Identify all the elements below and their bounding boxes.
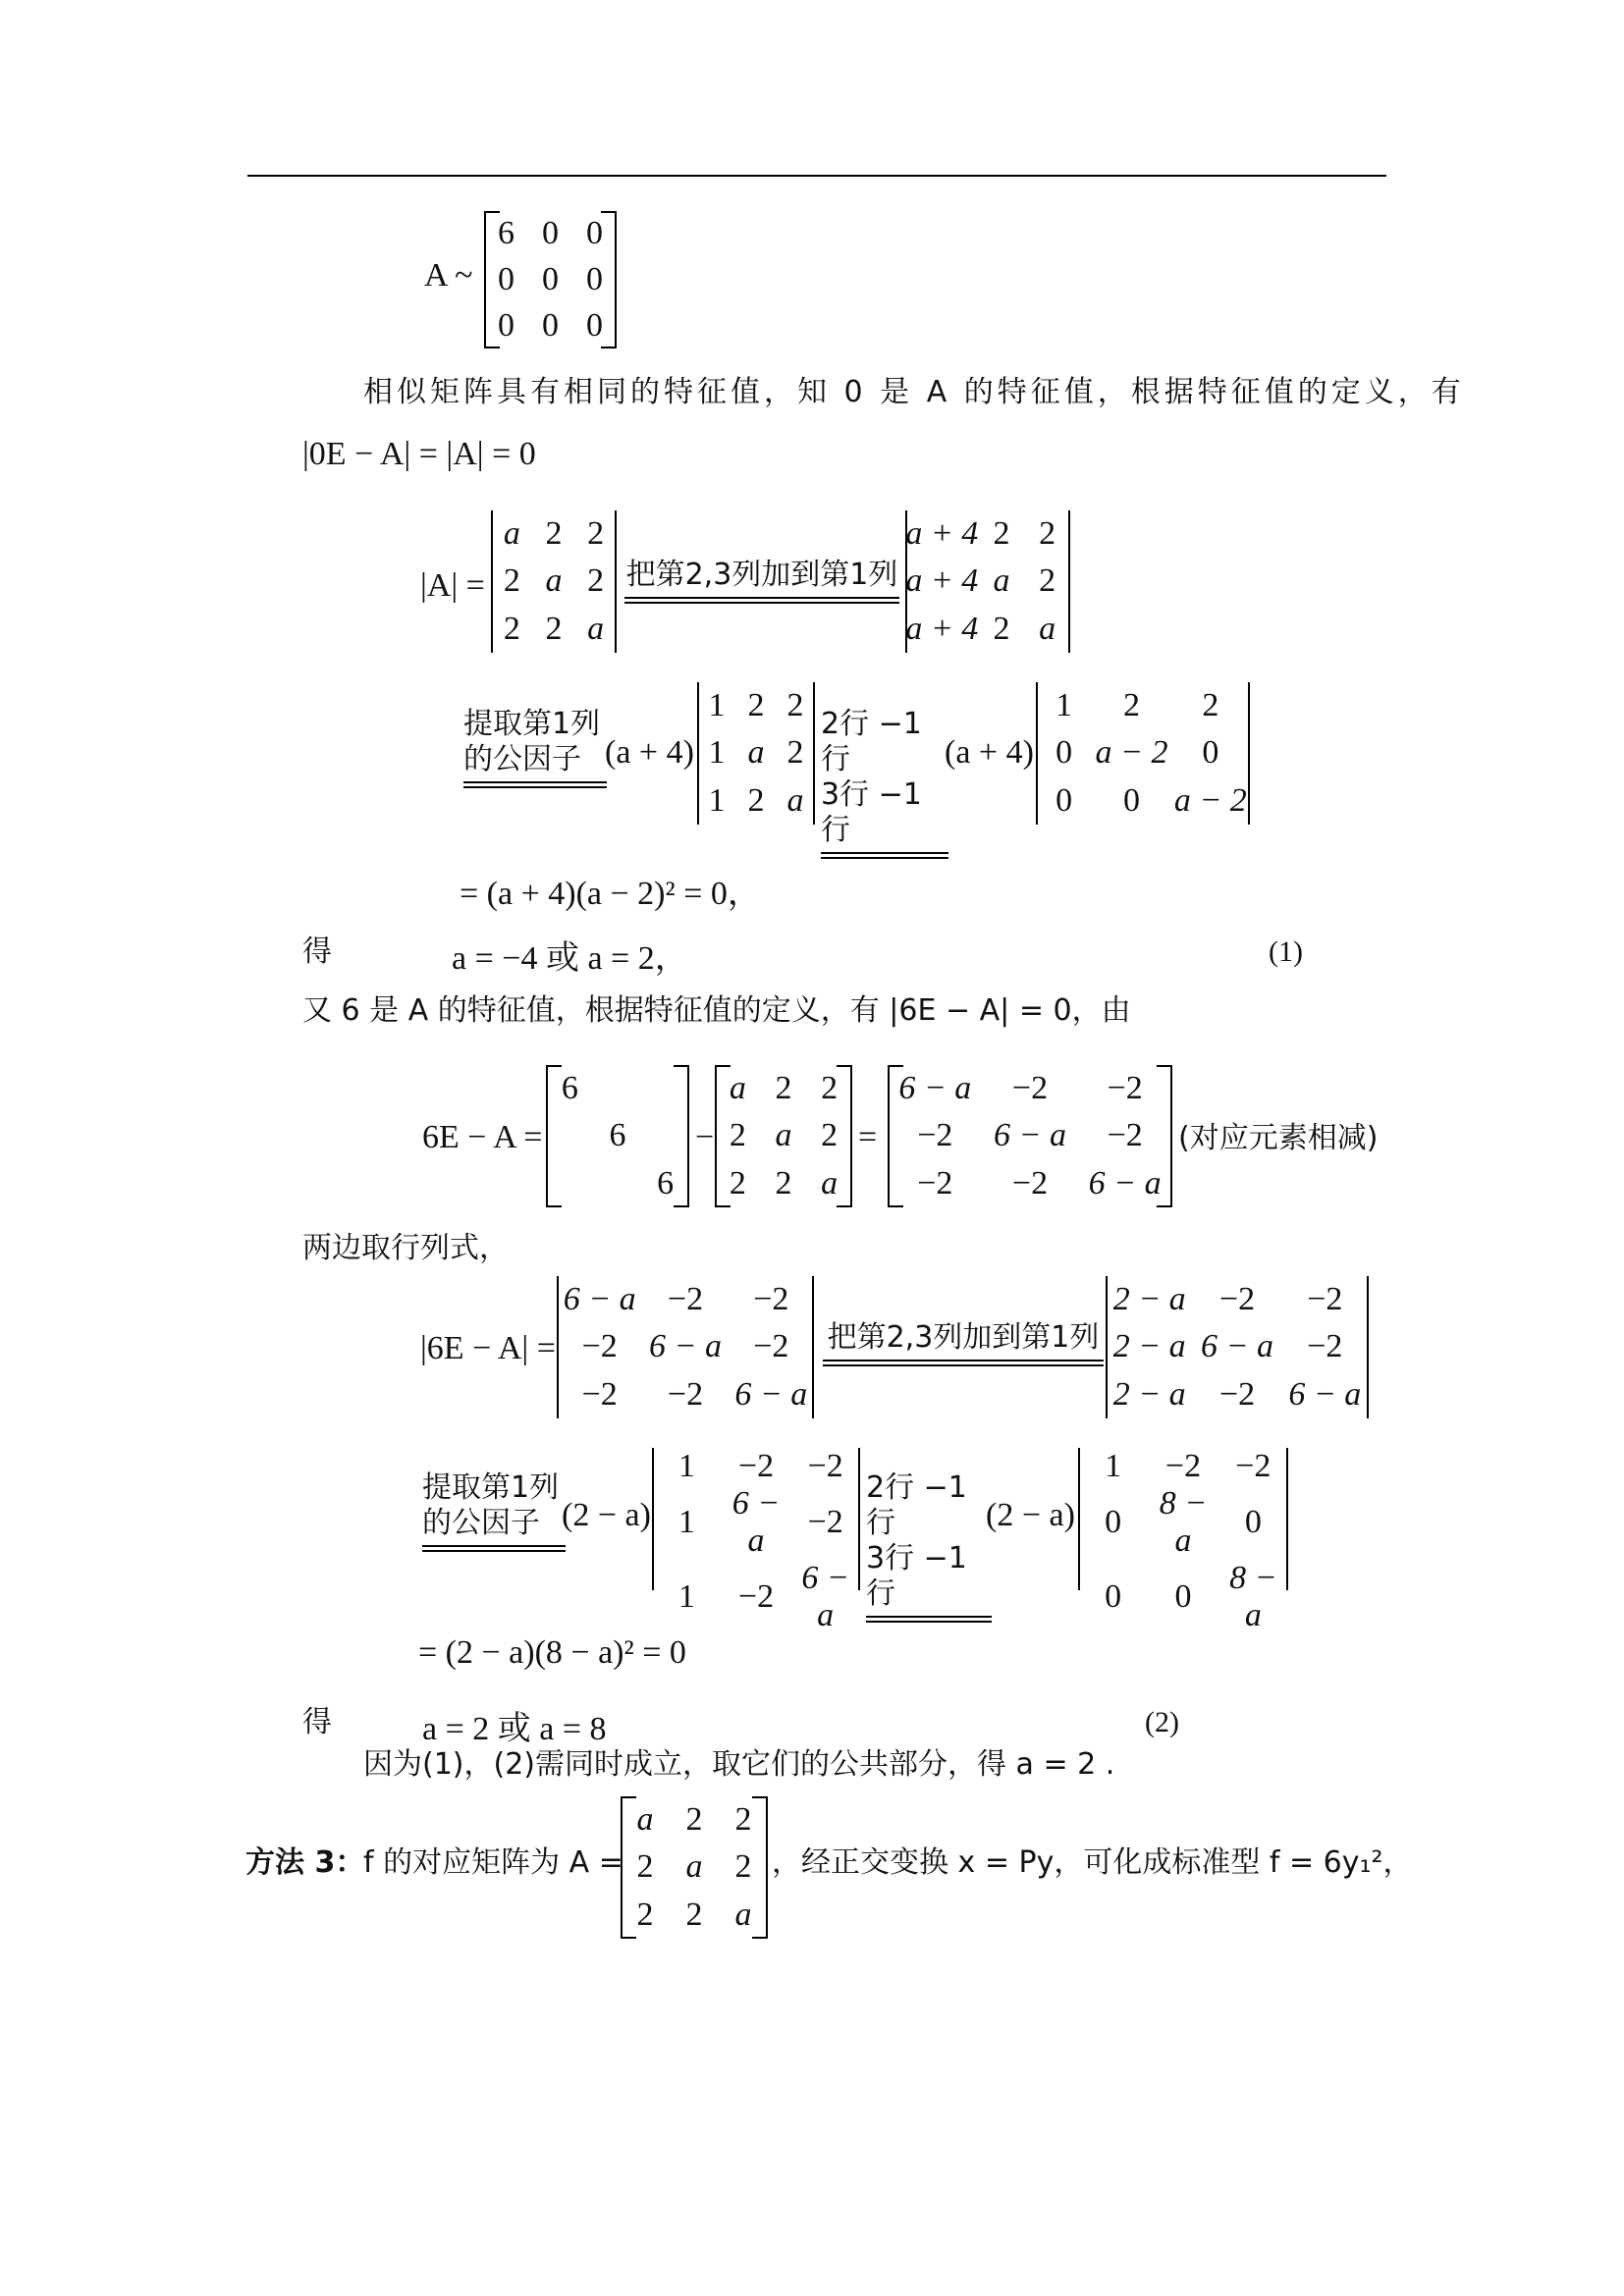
result-2-de: 得: [302, 1705, 332, 1739]
equation-det-zero: |0E − A| = |A| = 0: [302, 436, 536, 472]
matrix-cell: 2: [729, 1117, 746, 1154]
matrix-cell: −2: [753, 1281, 789, 1318]
matrix-cell: −2: [1011, 1164, 1049, 1201]
matrix-cell: −2: [737, 1578, 775, 1615]
paragraph-conclusion: 因为(1)，(2)需同时成立，取它们的公共部分，得 a = 2 .: [363, 1747, 1115, 1782]
matrix-cell: 2: [993, 610, 1010, 647]
matrix-cell: 2: [734, 1848, 752, 1886]
matrix-cell: 1: [677, 1448, 695, 1484]
matrix-cell: 8 − a: [1159, 1485, 1208, 1559]
matrix-cell: a: [993, 562, 1010, 600]
matrix-cell: −2: [807, 1504, 843, 1540]
matrix-cell: a − 2: [1173, 781, 1247, 819]
matrix-cell: 2: [786, 687, 804, 724]
matrix-cell: 2 − a: [1112, 1328, 1186, 1365]
matrix-cell: 2: [775, 1164, 792, 1201]
matrix-cell: 0: [586, 215, 603, 252]
det-6e-lhs: |6E − A| =: [420, 1330, 556, 1366]
matrix-cell: 2: [503, 562, 520, 600]
result-1-de: 得: [302, 934, 332, 969]
operation-extract-factor-2: 提取第1列 的公因子: [422, 1470, 568, 1552]
matrix-cell: 2: [587, 515, 605, 553]
matrix-cell: −2: [667, 1281, 704, 1318]
matrix-cell: −2: [1164, 1448, 1202, 1484]
result-2-value: a = 2 或 a = 8: [422, 1711, 607, 1747]
matrix-cell: 6: [498, 215, 514, 252]
matrix-cell: 2: [545, 610, 563, 647]
matrix-cell: 0: [542, 306, 559, 344]
matrix-cell: 6 − a: [563, 1281, 636, 1318]
matrix-cell: −2: [1011, 1070, 1049, 1107]
matrix-cell: 2: [821, 1117, 839, 1154]
matrix-cell: −2: [1218, 1375, 1256, 1413]
det-6e-left: [557, 1276, 814, 1418]
factor-2-minus-a-b: (2 − a): [986, 1497, 1075, 1533]
matrix-cell: 6 − a: [898, 1070, 972, 1107]
header-rule: [247, 175, 1386, 177]
matrix-cell: 0: [498, 306, 514, 344]
matrix-cell: 2: [587, 562, 605, 600]
factor-2-minus-a: (2 − a): [562, 1497, 651, 1533]
method-3-matrix: [621, 1796, 768, 1939]
equation-result-1: = (a + 4)(a − 2)² = 0，: [460, 876, 761, 912]
det-upper-tri-2: [1078, 1448, 1288, 1633]
matrix-cell: a: [587, 610, 605, 647]
matrix-cell: −2: [1307, 1328, 1343, 1365]
matrix-cell: −2: [807, 1448, 843, 1484]
matrix-cell: −2: [1107, 1117, 1143, 1154]
matrix-cell: 1: [708, 734, 726, 772]
matrix-cell: 2: [993, 515, 1010, 553]
matrix-cell: a: [729, 1070, 746, 1107]
matrix-cell: 2 − a: [1112, 1375, 1186, 1413]
matrix-cell: 0: [542, 215, 559, 252]
matrix-cell: −2: [1235, 1448, 1272, 1484]
matrix-cell: 6: [561, 1070, 578, 1107]
matrix-cell: 1: [708, 781, 726, 819]
matrix-cell: 2: [775, 1070, 792, 1107]
matrix-cell: 0: [1056, 734, 1073, 772]
det-a-left: [491, 510, 617, 653]
matrix-cell: −2: [917, 1117, 953, 1154]
minus-sign: −: [695, 1119, 715, 1155]
matrix-cell: a + 4: [905, 562, 979, 600]
matrix-cell: −2: [1107, 1070, 1143, 1107]
paragraph-eigen-6: 又 6 是 A 的特征值，根据特征值的定义，有 |6E − A| = 0，由: [302, 993, 1131, 1028]
matrix-cell: a + 4: [905, 515, 979, 553]
matrix-cell: 6 − a: [1288, 1375, 1362, 1413]
matrix-cell: 0: [1105, 1578, 1122, 1615]
result-1-value: a = −4 或 a = 2，: [452, 940, 688, 977]
matrix-cell: 2: [636, 1848, 654, 1886]
operation-row-subtract-2: 2行 −1行 3行 −1行: [866, 1470, 994, 1623]
det-6e-right: [1106, 1276, 1369, 1418]
matrix-cell: 0: [586, 306, 603, 344]
matrix-cell: a − 2: [1095, 734, 1168, 772]
matrix-cell: 1: [677, 1578, 695, 1615]
matrix-cell: a: [503, 515, 520, 553]
matrix-cell: 2 − a: [1112, 1281, 1186, 1318]
matrix-cell: 2: [747, 781, 765, 819]
matrix-cell: −2: [917, 1164, 953, 1201]
matrix-cell: 1: [708, 687, 726, 724]
equation-number-2: (2): [1145, 1706, 1179, 1738]
matrix-cell: 0: [1123, 781, 1141, 819]
matrix-cell: −2: [753, 1328, 789, 1365]
matrix-cell: 0: [498, 260, 514, 297]
matrix-cell: 2: [545, 515, 563, 553]
equals-sign: =: [858, 1119, 878, 1155]
matrix-cell: a + 4: [905, 610, 979, 647]
matrix-cell: 0: [1244, 1504, 1262, 1540]
det-ones-left-2: [652, 1448, 860, 1633]
matrix-cell: 2: [1039, 515, 1056, 553]
equation-6e-minus-a: 6E − A =: [422, 1119, 543, 1155]
matrix-cell: 1: [1056, 687, 1073, 724]
matrix-cell: a: [685, 1848, 703, 1886]
factor-a-plus-4: (a + 4): [605, 734, 694, 771]
matrix-cell: 2: [821, 1070, 839, 1107]
matrix-cell: a: [821, 1164, 839, 1201]
operation-row-subtract: 2行 −1行 3行 −1行: [821, 707, 950, 859]
matrix-difference: [888, 1065, 1172, 1207]
operation-extract-factor: 提取第1列 的公因子: [463, 707, 609, 788]
matrix-cell: a: [747, 734, 765, 772]
matrix-cell: a: [545, 562, 563, 600]
operation-add-columns: [624, 558, 899, 604]
matrix-cell: 0: [1105, 1504, 1122, 1540]
matrix-cell: 6 − a: [731, 1485, 781, 1559]
paragraph-similar: 相似矩阵具有相同的特征值，知 0 是 A 的特征值，根据特征值的定义，有: [363, 375, 1465, 409]
det-a-right: [905, 510, 1070, 653]
matrix-cell: 2: [729, 1164, 746, 1201]
matrix-cell: a: [636, 1801, 654, 1839]
matrix-cell: 6 − a: [801, 1560, 849, 1633]
matrix-cell: −2: [1307, 1281, 1343, 1318]
det-ones-left: [697, 682, 815, 825]
matrix-cell: 2: [685, 1801, 703, 1839]
matrix-cell: 6 − a: [994, 1117, 1066, 1154]
matrix-cell: 6: [657, 1164, 675, 1201]
matrix-cell: 2: [636, 1896, 654, 1933]
equation-number-1: (1): [1269, 935, 1303, 968]
matrix-cell: 6 − a: [1088, 1164, 1162, 1201]
matrix-cell: 0: [1174, 1578, 1192, 1615]
paragraph-take-det: 两边取行列式，: [302, 1231, 509, 1265]
matrix-cell: a: [1039, 610, 1056, 647]
matrix-cell: −2: [1218, 1281, 1256, 1318]
matrix-cell: 1: [677, 1504, 695, 1540]
matrix-cell: 2: [734, 1801, 752, 1839]
matrix-cell: 2: [1123, 687, 1141, 724]
factor-a-plus-4-b: (a + 4): [945, 734, 1034, 771]
note-elementwise: (对应元素相减): [1178, 1121, 1379, 1155]
matrix-cell: 0: [542, 260, 559, 297]
matrix-a: [715, 1065, 852, 1207]
method-3-suffix: ，经正交变换 x = Py，可化成标准型 f = 6y₁²，: [772, 1845, 1413, 1880]
matrix-cell: 6 − a: [649, 1328, 722, 1365]
matrix-cell: 2: [747, 687, 765, 724]
det-lhs: |A| =: [420, 567, 485, 604]
matrix-cell: 6 − a: [1201, 1328, 1273, 1365]
matrix-cell: 6: [609, 1117, 626, 1154]
matrix-cell: a: [734, 1896, 752, 1933]
matrix-cell: 0: [1202, 734, 1219, 772]
matrix-cell: a: [786, 781, 804, 819]
matrix-cell: 2: [1202, 687, 1219, 724]
matrix-cell: 6 − a: [734, 1375, 808, 1413]
operation-add-columns-2: 把第2,3列加到第1列: [823, 1320, 1104, 1366]
matrix-cell: 1: [1105, 1448, 1122, 1484]
method-3-prefix: f 的对应矩阵为 A =: [363, 1845, 623, 1880]
matrix-cell: a: [775, 1117, 792, 1154]
matrix-6e: [546, 1065, 689, 1207]
matrix-cell: 2: [786, 734, 804, 772]
matrix-cell: −2: [737, 1448, 775, 1484]
matrix-cell: 2: [685, 1896, 703, 1933]
similar-symbol: A ~: [424, 257, 473, 294]
det-upper-tri: [1036, 682, 1250, 825]
matrix-cell: 2: [1039, 562, 1056, 600]
operation-label: 把第2,3列加到第1列: [625, 558, 898, 592]
matrix-cell: 8 − a: [1229, 1560, 1277, 1633]
matrix-cell: −2: [581, 1375, 618, 1413]
matrix-cell: 0: [586, 260, 603, 297]
matrix-diag-6: [484, 211, 617, 348]
matrix-cell: 0: [1056, 781, 1073, 819]
matrix-cell: 2: [503, 610, 520, 647]
matrix-cell: −2: [667, 1375, 704, 1413]
equation-result-2: = (2 − a)(8 − a)² = 0: [418, 1634, 686, 1671]
method-3-label: 方法 3：: [245, 1845, 365, 1880]
matrix-cell: −2: [581, 1328, 618, 1365]
